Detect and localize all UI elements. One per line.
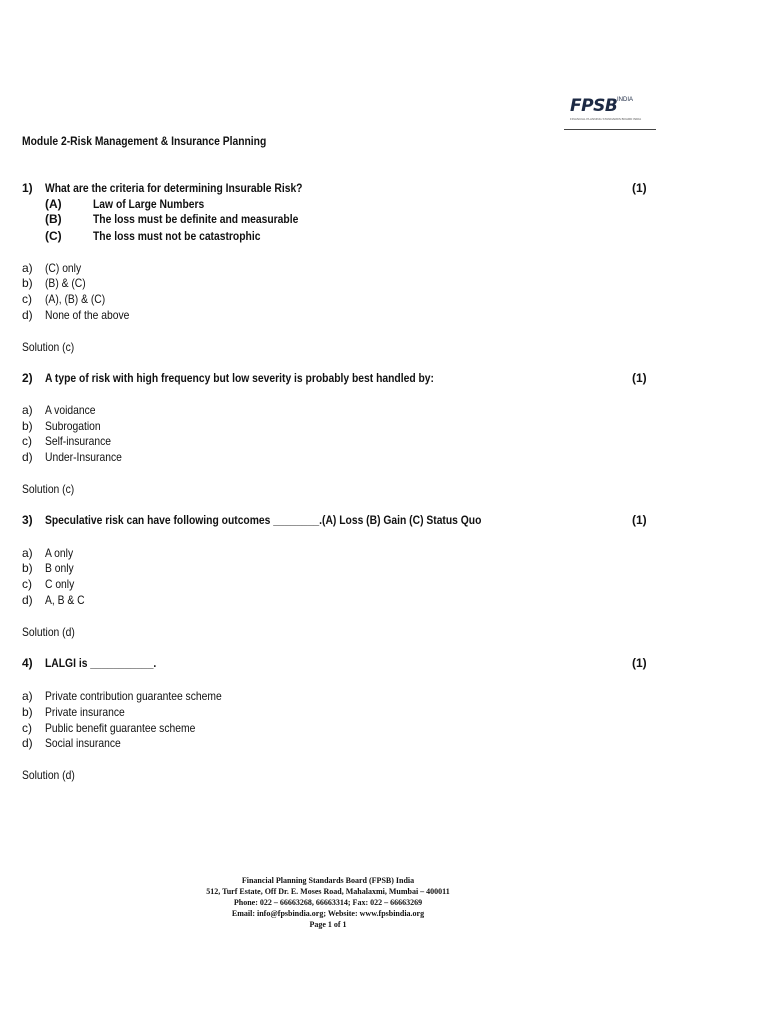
question-number: 4) [22, 656, 33, 670]
option-letter: a) [22, 689, 33, 703]
option-letter: b) [22, 561, 33, 575]
option-text: Private contribution guarantee scheme [45, 689, 222, 703]
question-text: What are the criteria for determining Insurable Risk? [45, 181, 303, 195]
solution: Solution (d) [22, 768, 75, 782]
fpsb-logo [564, 92, 656, 132]
option-letter: d) [22, 736, 33, 750]
option-text: C only [45, 577, 75, 591]
question-marks: (1) [632, 513, 647, 527]
footer-phone: Phone: 022 – 66663268, 66663314; Fax: 022 – 66663269 [233, 898, 423, 907]
option-text: Public benefit guarantee scheme [45, 721, 196, 735]
option-letter: b) [22, 705, 33, 719]
option-text: A voidance [45, 403, 96, 417]
question-marks: (1) [632, 371, 647, 385]
question-number: 2) [22, 371, 33, 385]
option-letter: a) [22, 403, 33, 417]
criterion-text: The loss must not be catastrophic [93, 229, 261, 243]
logo-suffix: INDIA [617, 97, 634, 103]
option-letter: c) [22, 292, 32, 306]
option-text: Social insurance [45, 736, 121, 750]
option-letter: c) [22, 434, 32, 448]
footer-organization: Financial Planning Standards Board (FPSB) India [241, 876, 415, 885]
option-letter: d) [22, 308, 33, 322]
solution: Solution (c) [22, 340, 75, 354]
option-letter: b) [22, 419, 33, 433]
criterion-tag: (C) [45, 229, 62, 243]
option-letter: d) [22, 593, 33, 607]
option-letter: c) [22, 577, 32, 591]
criterion-text: The loss must be definite and measurable [93, 212, 299, 226]
footer-contact: Email: info@fpsbindia.org; Website: www.fpsbindia.org [231, 909, 425, 918]
logo-underline [564, 129, 656, 130]
page-footer [0, 875, 656, 930]
logo-text: FPSB [570, 96, 618, 116]
option-letter: a) [22, 546, 33, 560]
option-letter: a) [22, 261, 33, 275]
option-text: Subrogation [45, 419, 101, 433]
option-letter: d) [22, 450, 33, 464]
option-text: Private insurance [45, 705, 125, 719]
module-title: Module 2-Risk Management & Insurance Planning [22, 134, 267, 148]
solution: Solution (d) [22, 625, 75, 639]
question-marks: (1) [632, 656, 647, 670]
option-text: (B) & (C) [45, 276, 86, 290]
question-text: Speculative risk can have following outcomes ________.(A) Loss (B) Gain (C) Status Quo [45, 513, 482, 527]
criterion-text: Law of Large Numbers [93, 197, 205, 211]
option-text: A only [45, 546, 74, 560]
question-number: 1) [22, 181, 33, 195]
criterion-tag: (B) [45, 212, 62, 226]
option-letter: c) [22, 721, 32, 735]
criterion-tag: (A) [45, 197, 62, 211]
option-letter: b) [22, 276, 33, 290]
question-text: A type of risk with high frequency but low severity is probably best handled by: [45, 371, 434, 385]
question-number: 3) [22, 513, 33, 527]
option-text: A, B & C [45, 593, 85, 607]
option-text: B only [45, 561, 74, 575]
logo-tagline: FINANCIAL PLANNING STANDARDS BOARD INDIA [570, 117, 642, 121]
option-text: (A), (B) & (C) [45, 292, 106, 306]
option-text: None of the above [45, 308, 130, 322]
footer-address: 512, Turf Estate, Off Dr. E. Moses Road, Mahalaxmi, Mumbai – 400011 [206, 887, 450, 896]
solution: Solution (c) [22, 482, 75, 496]
option-text: (C) only [45, 261, 82, 275]
question-text: LALGI is ___________. [45, 656, 157, 670]
option-text: Self-insurance [45, 434, 111, 448]
footer-page-number: Page 1 of 1 [309, 920, 347, 929]
question-marks: (1) [632, 181, 647, 195]
option-text: Under-Insurance [45, 450, 122, 464]
